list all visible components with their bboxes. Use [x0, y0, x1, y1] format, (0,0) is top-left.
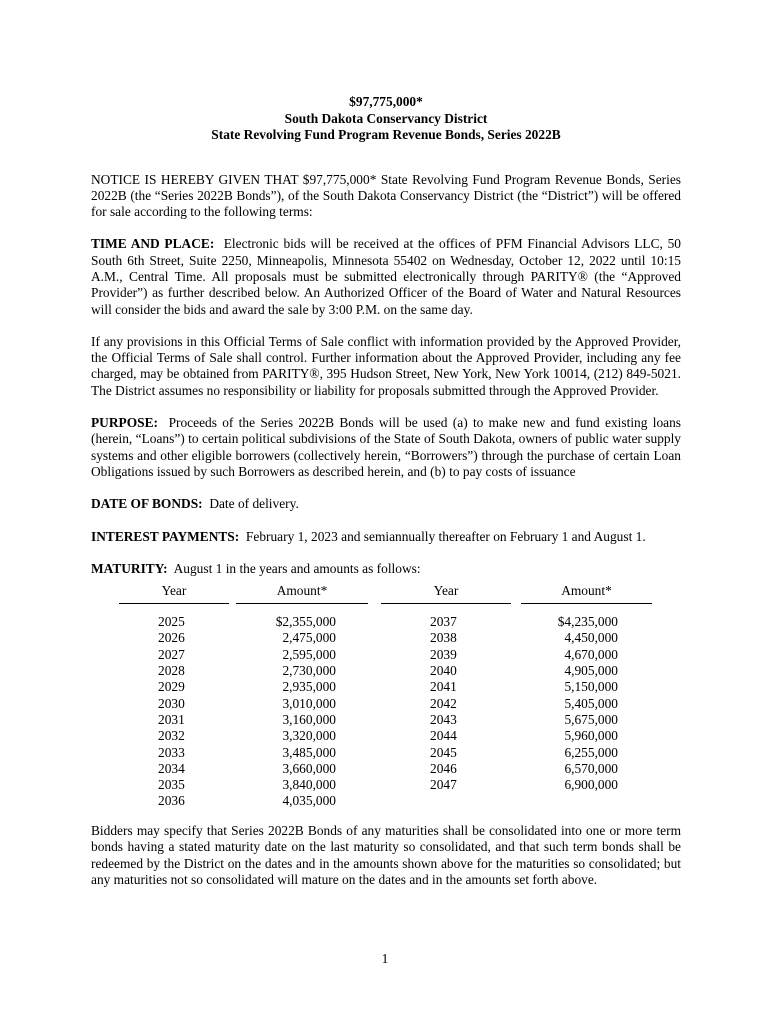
maturity-amount: 3,010,000 [282, 695, 336, 711]
maturity-year: 2025 [158, 614, 185, 630]
date-of-bonds-text: Date of delivery. [209, 496, 299, 512]
maturity-text: August 1 in the years and amounts as follows: [173, 560, 421, 576]
maturity-year: 2034 [158, 760, 185, 776]
maturity-year: 2030 [158, 695, 185, 711]
maturity-amount: 5,405,000 [564, 695, 618, 711]
maturity-amount: 6,570,000 [564, 760, 618, 776]
maturity-amount: 5,675,000 [564, 711, 618, 727]
maturity-year: 2028 [158, 663, 185, 679]
left-year-rule [119, 603, 229, 604]
document-header [91, 94, 681, 144]
maturity-amount: 2,475,000 [282, 630, 336, 646]
intro-paragraph: NOTICE IS HEREBY GIVEN THAT $97,775,000* State Revolving Fund Program Revenue Bonds, Series 2022B (the “Series 2022B Bonds”), of the South Dakota Conservancy District (the “District”) will be offered for sale according to the following terms: [91, 171, 681, 220]
right-year-header: Year [433, 583, 459, 599]
interest-payments-paragraph [91, 529, 681, 545]
left-amount-rule [236, 603, 368, 604]
maturity-paragraph [91, 561, 681, 577]
maturity-amount: 3,660,000 [282, 760, 336, 776]
maturity-year: 2032 [158, 728, 185, 744]
right-amount-header: Amount* [561, 583, 612, 599]
date-of-bonds-label: DATE OF BONDS: [91, 496, 203, 512]
maturity-year: 2044 [430, 728, 457, 744]
maturity-year: 2037 [430, 614, 457, 630]
right-year-column [430, 614, 457, 793]
maturity-year: 2035 [158, 777, 185, 793]
maturity-amount: 5,960,000 [564, 728, 618, 744]
purpose-text: Proceeds of the Series 2022B Bonds will be used (a) to make new and fund existing loans (herein, “Loans”) to certain political subdivisions of the State of South Dakota, owners of public water supply systems and other eligible borrowers (collectively herein, “Borrowers”) through the purchase of certain Loan Obligations issued by such Borrowers as described herein, and (b) to pay costs of issuance [91, 415, 681, 479]
time-place-label: TIME AND PLACE: [91, 236, 215, 252]
maturity-amount: $2,355,000 [275, 614, 336, 630]
maturity-year: 2036 [158, 793, 185, 809]
maturity-year: 2038 [430, 630, 457, 646]
maturity-amount: $4,235,000 [557, 614, 618, 630]
maturity-amount: 3,840,000 [282, 777, 336, 793]
maturity-amount: 4,905,000 [564, 663, 618, 679]
bidders-paragraph: Bidders may specify that Series 2022B Bonds of any maturities shall be consolidated into one or more term bonds having a stated maturity date on the last maturity so consolidated, and that such term bonds shall be redeemed by the District on the dates and in the amounts shown above for the maturities so consolidated; but any maturities not so consolidated will mature on the dates and in the amounts set forth above. [91, 823, 681, 888]
maturity-amount: 6,900,000 [564, 777, 618, 793]
maturity-year: 2033 [158, 744, 185, 760]
maturity-amount: 2,730,000 [282, 663, 336, 679]
left-year-header: Year [161, 583, 187, 599]
purpose-label: PURPOSE: [91, 415, 158, 431]
maturity-table [91, 583, 681, 813]
page-number: 1 [381, 951, 389, 966]
maturity-year: 2031 [158, 711, 185, 727]
maturity-amount: 4,670,000 [564, 646, 618, 662]
maturity-year: 2026 [158, 630, 185, 646]
left-amount-column [266, 614, 336, 810]
right-amount-rule [521, 603, 652, 604]
maturity-amount: 3,320,000 [282, 728, 336, 744]
maturity-amount: 2,935,000 [282, 679, 336, 695]
maturity-year: 2041 [430, 679, 457, 695]
maturity-year: 2042 [430, 695, 457, 711]
maturity-year: 2040 [430, 663, 457, 679]
right-year-rule [381, 603, 511, 604]
maturity-year: 2047 [430, 777, 457, 793]
maturity-year: 2045 [430, 744, 457, 760]
time-place-text: Electronic bids will be received at the offices of PFM Financial Advisors LLC, 50 South 6th Street, Suite 2250, Minneapolis, Minnesota 55402 on Wednesday, October 12, 2022 until 10:15 A.M., Central Time. All proposals must be submitted electronically through PARITY® (the “Approved Provider”) as further described below. An Authorized Officer of the Board of Water and Natural Resources will consider the bids and award the sale by 3:00 P.M. on the same day. [91, 236, 681, 317]
maturity-amount: 4,450,000 [564, 630, 618, 646]
header-amount: $97,775,000* [349, 94, 423, 109]
maturity-year: 2039 [430, 646, 457, 662]
purpose-paragraph [91, 415, 681, 480]
document-body [91, 94, 681, 888]
header-title: State Revolving Fund Program Revenue Bonds, Series 2022B [211, 127, 561, 142]
header-issuer: South Dakota Conservancy District [284, 110, 488, 126]
date-of-bonds-paragraph [91, 496, 681, 512]
maturity-amount: 2,595,000 [282, 646, 336, 662]
maturity-amount: 6,255,000 [564, 744, 618, 760]
maturity-year: 2029 [158, 679, 185, 695]
maturity-label: MATURITY: [91, 560, 168, 576]
maturity-year: 2027 [158, 646, 185, 662]
right-amount-column [546, 614, 618, 793]
maturity-amount: 3,485,000 [282, 744, 336, 760]
maturity-amount: 4,035,000 [282, 793, 336, 809]
provisions-paragraph: If any provisions in this Official Terms of Sale conflict with information provided by the Approved Provider, the Official Terms of Sale shall control. Further information about the Approved Provider, including any fee charged, may be obtained from PARITY®, 395 Hudson Street, New York, New York 10014, (212) 849-5021. The District assumes no responsibility or liability for proposals submitted through the Approved Provider. [91, 333, 681, 398]
interest-payments-text: February 1, 2023 and semiannually thereafter on February 1 and August 1. [245, 528, 646, 544]
left-year-column [158, 614, 185, 810]
interest-payments-label: INTEREST PAYMENTS: [91, 528, 240, 544]
left-amount-header: Amount* [276, 583, 328, 599]
maturity-amount: 5,150,000 [564, 679, 618, 695]
maturity-amount: 3,160,000 [282, 711, 336, 727]
maturity-year: 2043 [430, 711, 457, 727]
time-place-paragraph [91, 236, 681, 317]
maturity-year: 2046 [430, 760, 457, 776]
